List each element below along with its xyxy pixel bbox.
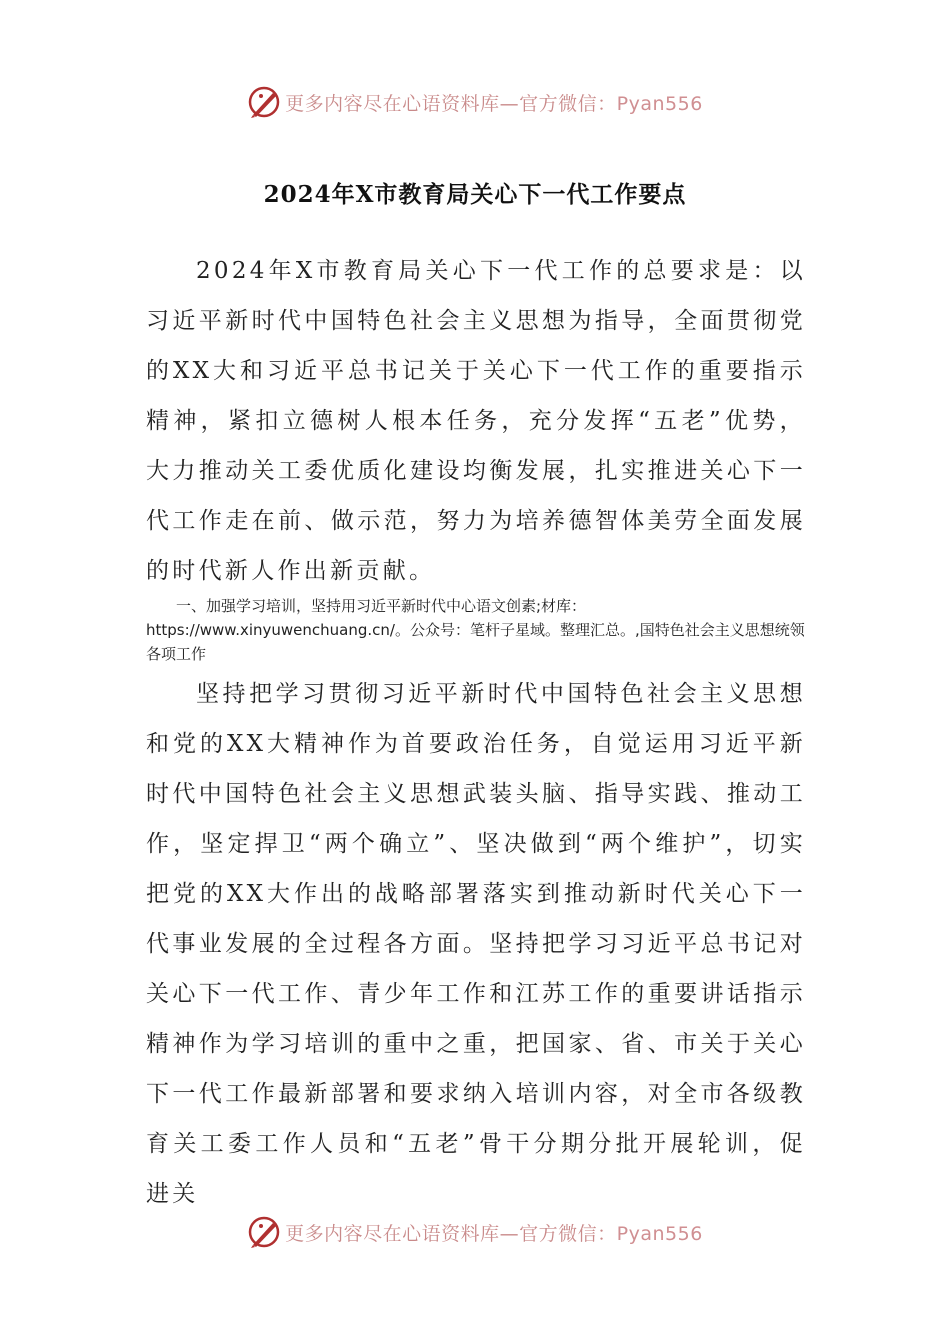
header-watermark-banner bbox=[0, 82, 950, 122]
document-title: 2024年X市教育局关心下一代工作要点 bbox=[263, 181, 687, 208]
wechat-id: Pyan556 bbox=[616, 92, 703, 115]
watermark-text: 更多内容尽在心语资料库—官方微信：Pyan556 bbox=[285, 92, 703, 115]
wechat-id: Pyan556 bbox=[616, 1222, 703, 1245]
pen-logo-icon bbox=[247, 1215, 281, 1249]
section-heading: 一、加强学习培训，坚持用习近平新时代中心语文创素;材库：https://www.xinyuwenchuang.cn/。公众号：笔杆子星域。整理汇总。,国特色社会主义思想统领各项工作 bbox=[146, 597, 805, 663]
footer-watermark-banner bbox=[0, 1212, 950, 1252]
watermark-text: 更多内容尽在心语资料库—官方微信：Pyan556 bbox=[285, 1222, 703, 1245]
pen-logo-icon bbox=[247, 85, 281, 119]
section-body-paragraph: 坚持把学习贯彻习近平新时代中国特色社会主义思想和党的XX大精神作为首要政治任务，自觉运用习近平新时代中国特色社会主义思想武装头脑、指导实践、推动工作，坚定捍卫“两个确立”、坚决做到“两个维护”，切实把党的XX大作出的战略部署落实到推动新时代关心下一代事业发展的全过程各方面。坚持把学习习近平总书记对关心下一代工作、青少年工作和江苏工作的重要讲话指示精神作为学习培训的重中之重，把国家、省、市关于关心下一代工作最新部署和要求纳入培训内容，对全市各级教育关工委工作人员和“五老”骨干分期分批开展轮训，促进关 bbox=[146, 681, 806, 1207]
intro-paragraph: 2024年X市教育局关心下一代工作的总要求是：以习近平新时代中国特色社会主义思想为指导，全面贯彻党的XX大和习近平总书记关于关心下一代工作的重要指示精神，紧扣立德树人根本任务，充分发挥“五老”优势，大力推动关工委优质化建设均衡发展，扎实推进关心下一代工作走在前、做示范，努力为培养德智体美劳全面发展的时代新人作出新贡献。 bbox=[146, 258, 806, 584]
